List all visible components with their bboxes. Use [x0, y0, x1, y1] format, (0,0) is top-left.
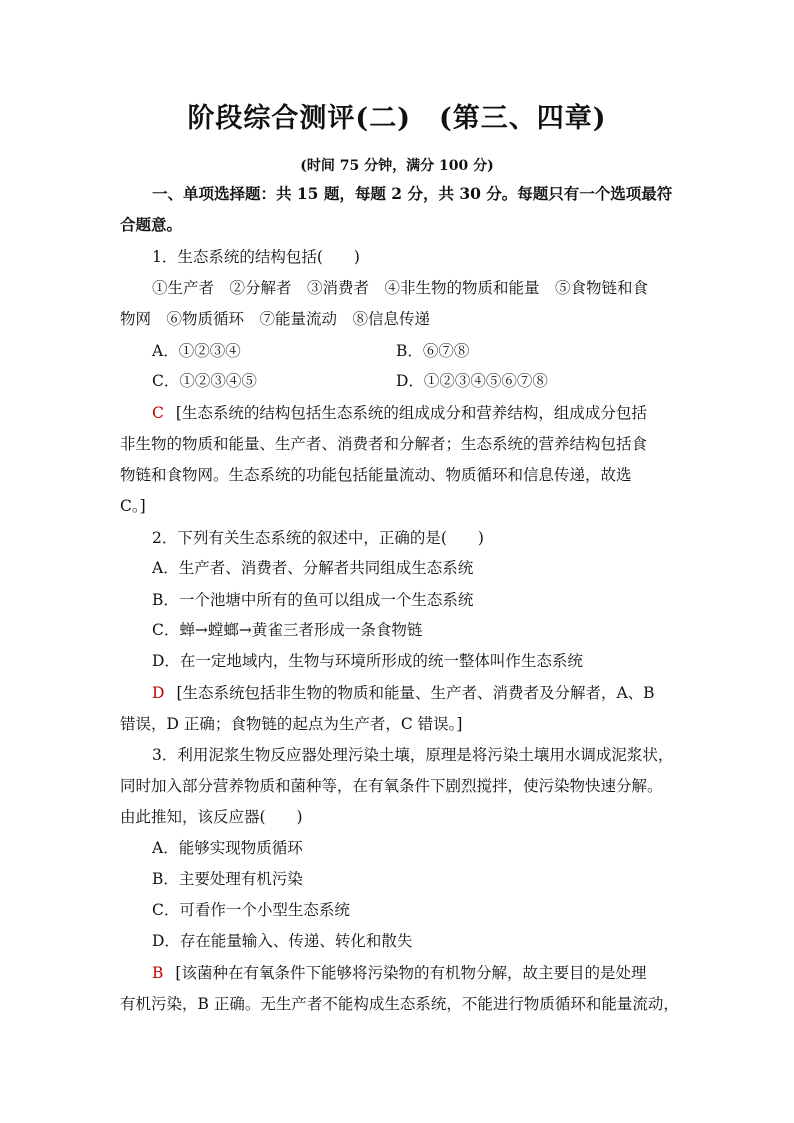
q2-stem: 2．下列有关生态系统的叙述中，正确的是( ): [152, 529, 484, 547]
section-heading-line-2: 合题意。: [120, 215, 183, 234]
q2-explanation-text: [生态系统包括非生物的物质和能量、生产者、消费者及分解者，A、B: [176, 684, 655, 702]
q1-explanation-line-3: 物链和食物网。生态系统的功能包括能量流动、物质循环和信息传递，故选: [120, 466, 632, 484]
page-subtitle: (时间 75 分钟，满分 100 分): [300, 158, 494, 174]
q1-explanation-line-2: 非生物的物质和能量、生产者、消费者和分解者；生态系统的营养结构包括食: [120, 435, 648, 453]
q2-option-a: A．生产者、消费者、分解者共同组成生态系统: [152, 559, 474, 577]
q2-explanation-line-2: 错误，D 正确；食物链的起点为生产者，C 错误。]: [120, 715, 463, 733]
q1-items-line-1: ①生产者 ②分解者 ③消费者 ④非生物的物质和能量 ⑤食物链和食: [152, 279, 649, 297]
q2-answer: D: [152, 684, 165, 702]
q3-stem-line-1: 3．利用泥浆生物反应器处理污染土壤，原理是将污染土壤用水调成泥浆状，: [152, 746, 674, 764]
q3-option-d: D．存在能量输入、传递、转化和散失: [152, 932, 413, 950]
q1-option-b: B．⑥⑦⑧: [396, 342, 470, 360]
q1-stem: 1．生态系统的结构包括( ): [152, 248, 360, 266]
page-title: 阶段综合测评(二) (第三、四章): [187, 103, 607, 134]
q3-stem-line-3: 由此推知，该反应器( ): [120, 808, 303, 826]
q2-explanation-line-1: [152, 683, 712, 703]
q3-option-a: A．能够实现物质循环: [152, 839, 303, 857]
q1-option-c: C．①②③④⑤: [152, 372, 257, 390]
q2-option-d: D．在一定地域内，生物与环境所形成的统一整体叫作生态系统: [152, 652, 583, 670]
q3-answer: B: [152, 964, 164, 982]
q2-option-b: B．一个池塘中所有的鱼可以组成一个生态系统: [152, 591, 474, 609]
q1-explanation-line-4: C。]: [120, 497, 146, 515]
q1-answer: C: [152, 404, 164, 422]
q3-explanation-text: [该菌种在有氧条件下能够将污染物的有机物分解，故主要目的是处理: [175, 964, 647, 982]
q3-option-b: B．主要处理有机污染: [152, 870, 303, 888]
q1-explanation-text: [生态系统的结构包括生态系统的组成成分和营养结构，组成成分包括: [175, 404, 647, 422]
q1-items-line-2: 物网 ⑥物质循环 ⑦能量流动 ⑧信息传递: [120, 310, 431, 328]
q3-explanation-line-1: [152, 963, 712, 983]
q1-explanation-line-1: [152, 403, 712, 423]
q1-option-d: D．①②③④⑤⑥⑦⑧: [396, 372, 548, 390]
q3-option-c: C．可看作一个小型生态系统: [152, 901, 350, 919]
q1-option-a: A．①②③④: [152, 342, 241, 360]
q2-option-c: C．蝉→螳螂→黄雀三者形成一条食物链: [152, 621, 423, 639]
q3-explanation-line-2: 有机污染，B 正确。无生产者不能构成生态系统，不能进行物质循环和能量流动，: [120, 995, 679, 1013]
section-heading-line-1: 一、单项选择题：共 15 题，每题 2 分，共 30 分。每题只有一个选项最符: [152, 184, 673, 203]
q3-stem-line-2: 同时加入部分营养物质和菌种等，在有氧条件下剧烈搅拌，使污染物快速分解。: [120, 777, 663, 795]
